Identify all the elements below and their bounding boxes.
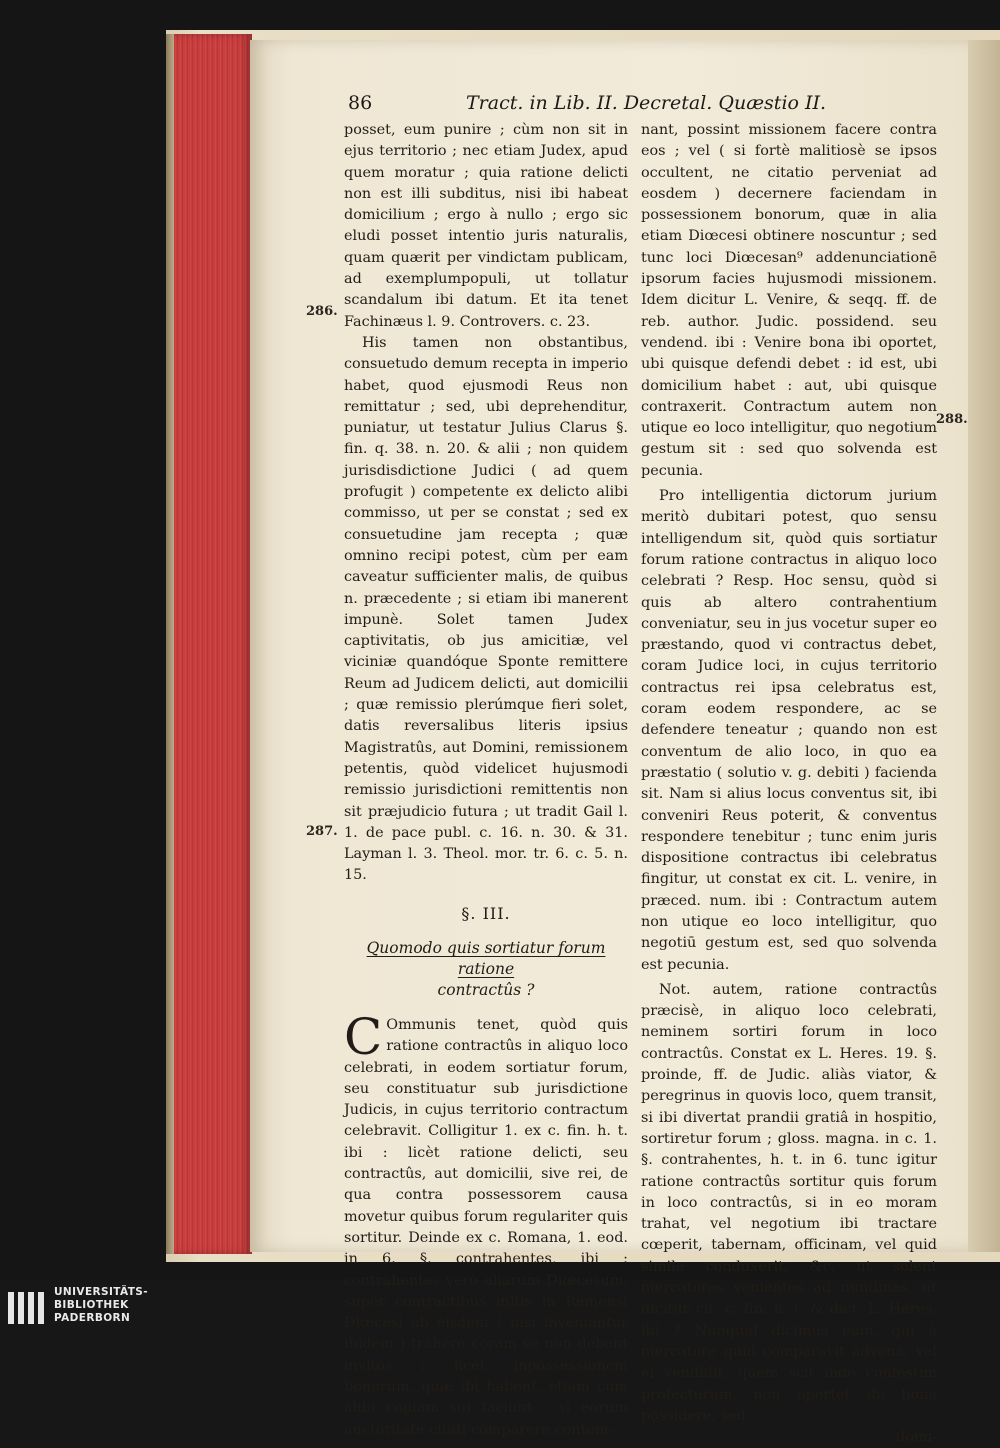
- library-name-line-3: PADERBORN: [54, 1312, 131, 1324]
- library-name: [54, 1286, 148, 1325]
- section-number: §. III.: [461, 903, 511, 923]
- running-head-title: Tract. in Lib. II. Decretal. Quæstio II.: [466, 92, 827, 114]
- paragraph-with-dropcap: [344, 1007, 628, 1441]
- drop-capital: C: [344, 1007, 383, 1066]
- page-gutter: [968, 40, 1000, 1252]
- section-title-line-1: Quomodo quis sortiatur forum ratione: [366, 938, 606, 978]
- section-title: [344, 938, 628, 1001]
- left-column: [344, 120, 628, 1441]
- margin-number-287: 287.: [306, 824, 338, 839]
- paragraph: nant, possint missionem facere contra eos ; vel ( si fortè malitiosè se ipsos occultent, ne citatio perveniat ad eosdem ) decernere faciendam in possessionem bonorum, quæ in alia etiam Diœcesi obtinere noscuntur ; sed tunc loci Diœcesan⁹ addenunciationē ipsorum facies hujusmodi missionem. Idem dicitur L. Venire, & seqq. ff. de reb. author. Judic. possidend. seu vendend. ibi : Venire bona ibi oportet, ubi quisque defendi debet : id est, ubi domicilium habet : aut, ubi quisque contraxerit. Contractum autem non utique eo loco intelligitur, quo negotium gestum sit : sed quo solvenda est pecunia.: [641, 122, 937, 479]
- red-page-edges: [174, 34, 252, 1254]
- paragraph-text: Ommunis tenet, quòd quis ratione contractûs in aliquo loco celebrati, in eodem sortiatur forum, seu constituatur sub jurisdictione Judicis, in cujus territorio contractum celebravit. Colligitur 1. ex c. fin. h. t. ibi : licèt ratione delicti, seu contractûs, aut domicilii, sive rei, de qua contra possessorem causa movetur quibus forum regulariter quis sortitur. Deinde ex c. Romana, 1. eod. in 6. §. contrahentes, ibi : contrahentes verò aliarum Diœcesum, super contractibus initis in Remensi Diœcesi ab eisdem ( nisi inveniantur ibidem ) trahere coram se non debent invitos : licèt inpossessionem bonorum, quæ ibi habent, etiam cùm alibi copiam sui faciunt : si eorum auctoritate citati comparere contem-: [344, 1016, 628, 1438]
- section-title-line-2: contractûs ?: [437, 980, 535, 999]
- paragraph: His tamen non obstantibus, consuetudo demum recepta in imperio habet, quod ejusmodi Reus non remittatur ; sed, ubi deprehenditur, puniatur, ut testatur Julius Clarus §. fin. q. 38. n. 20. & alii ; non quidem jurisdisdictione Judici ( ad quem profugit ) competente ex delicto alibi commisso, ut per se constat ; sed ex consuetudine jam recepta ; quæ omnino recipi potest, cùm per eam caveatur sufficienter malis, de quibus n. præcedente ; si etiam ibi manerent impunè. Solet tamen Judex captivitatis, ob jus amicitiæ, vel viciniæ quandóque Sponte remittere Reum ad Judicem delicti, aut domicilii ; quæ remissio plerúmque fieri solet, datis reversalibus literis ipsius Magistratûs, aut Domini, remissionem petentis, quòd videlicet hujusmodi remissio jurisdictioni remittentis non sit præjudicio futura ; ut tradit Gail l. 1. de pace publ. c. 16. n. 30. & 31. Layman l. 3. Theol. mor. tr. 6. c. 5. n. 15.: [344, 334, 628, 884]
- paragraph: Not. autem, ratione contractûs præcisè, in aliquo loco celebrati, neminem sortiri forum in loco contractûs. Constat ex L. Heres. 19. §. proinde, ff. de Judic. aliàs viator, & peregrinus in quovis loco, quem transit, si ibi divertat prandii gratiâ in hospitio, sortiretur forum ; gloss. magna. in c. 1. §. contrahentes, h. t. in 6. tunc igitur ratione contractûs sortitur quis forum in loco contractûs, si in eo moram trahat, vel negotium ibi tractare cœperit, tabernam, officinam, vel quid simile conduxerit, &c. ut solent mercatores venientes ad nundinas, ut dicitur cit. c. fin. h. t. & dict. L. Heres, ibi ? Nunquid dicimus eum, qui à mercatore quid comparavit advena, vel ei vendidit, quem scit inde confestim profecturum, non oportet ibi bona possidere, sed: [641, 981, 937, 1424]
- page-number: 86: [348, 92, 373, 114]
- margin-number-286: 286.: [306, 304, 338, 319]
- library-name-line-2: BIBLIOTHEK: [54, 1299, 129, 1311]
- library-logo-icon: [6, 1288, 46, 1328]
- right-column: [641, 120, 937, 1448]
- margin-number-288: 288.: [936, 412, 968, 427]
- paragraph: Pro intelligentia dictorum jurium meritò dubitari potest, quo sensu intelligendum sit, quòd quis sortiatur forum ratione contractus in aliquo loco celebrati ? Resp. Hoc sensu, quòd si quis ab altero contrahentium conveniatur, seu in jus vocetur super eo præstando, quod vi contractus debet, coram Judice loci, in cujus territorio contractus rei ipsa celebratus est, coram eodem respondere, ac se defendere teneatur ; quando non est conventum de alio loco, in quo ea præstatio ( solutio v. g. debiti ) facienda sit. Nam si alius locus conventus sit, ibi conveniri Reus poterit, & conventus respondere tenebitur ; tunc enim juris dispositione contractus ibi celebratus fingitur, ut constat ex cit. L. venire, in præced. num. ibi : Contractum autem non utique eo loco intelligitur, quo negotiū gestum est, sed quo solvenda est pecunia.: [641, 488, 937, 973]
- library-name-line-1: UNIVERSITÄTS-: [54, 1286, 149, 1298]
- library-logo: [0, 1284, 260, 1335]
- catchword: domi-: [896, 1429, 937, 1446]
- running-header: [340, 92, 960, 120]
- paragraph: posset, eum punire ; cùm non sit in ejus territorio ; nec etiam Judex, apud quem moratur ; quia ratione delicti non est illi subditus, nisi ibi habeat domicilium ; ergo à nullo ; ergo sic eludi posset intentio juris naturalis, quam quærit per vindictam publicam, ad exemplumpopuli, ut tollatur scandalum ibi datum. Et ita tenet Fachinæus l. 9. Controvers. c. 23.: [344, 122, 628, 330]
